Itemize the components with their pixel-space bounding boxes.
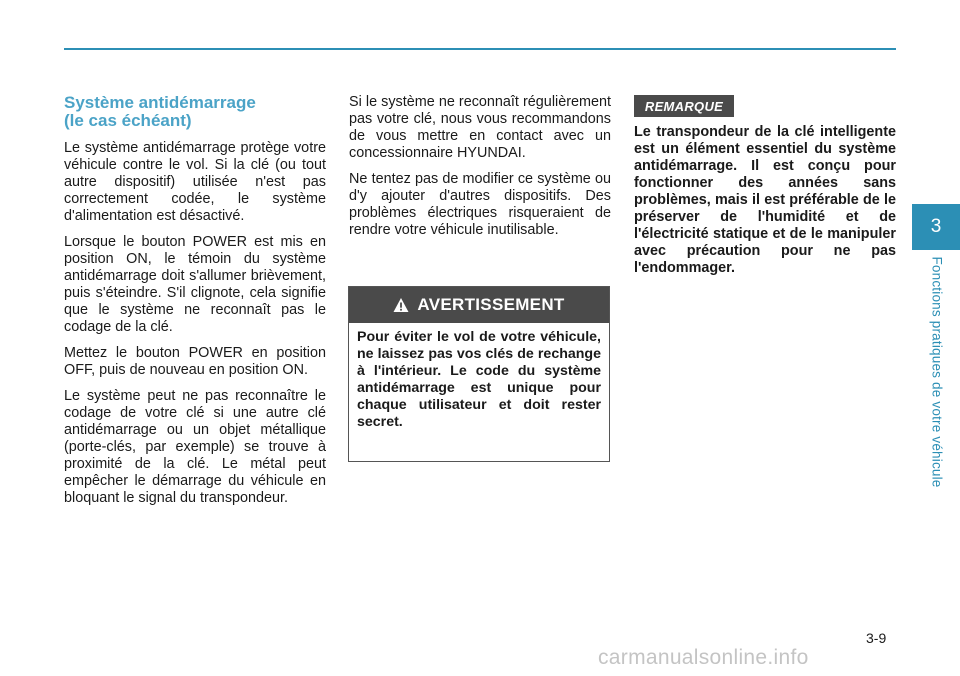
watermark: carmanualsonline.info	[598, 646, 809, 669]
paragraph: Ne tentez pas de modifier ce système ou d'y ajouter d'autres dispositifs. Des problèmes électriques risqueraient de rendre votre véhicule inutilisable.	[349, 171, 611, 238]
page-number: 3-9	[866, 630, 887, 646]
paragraph: Mettez le bouton POWER en position OFF, puis de nouveau en position ON.	[64, 345, 326, 378]
section-title	[64, 94, 326, 130]
warning-title: AVERTISSEMENT	[417, 295, 565, 314]
paragraph: Le système antidémarrage protège votre véhicule contre le vol. Si la clé (ou tout autre dispositif) utilisée n'est pas correctement codée, le système d'alimentation est désactivé.	[64, 140, 326, 224]
note-text: Le transpondeur de la clé intelligente est un élément essentiel du système antidémarrage. Il est conçu pour fonctionner des années sans problèmes, mais il est préférable de le préserver de l'humidité et de l'électricité statique et de le manipuler avec précaution pour ne pas l'endommager.	[634, 124, 896, 276]
section-title-line1: Système antidémarrage	[64, 93, 256, 112]
paragraph: Lorsque le bouton POWER est mis en position ON, le témoin du système antidémarrage doit s'allumer brièvement, puis s'éteindre. S'il clignote, cela signifie que le système ne reconnaît pas le codage de la clé.	[64, 234, 326, 335]
paragraph: Si le système ne reconnaît régulièrement pas votre clé, nous vous recommandons de vous mettre en contact avec un concessionnaire HYUNDAI.	[349, 94, 611, 161]
warning-header	[349, 287, 609, 323]
chapter-tab: 3	[912, 204, 960, 250]
warning-triangle-icon	[393, 297, 409, 313]
paragraph: Le système peut ne pas reconnaître le codage de votre clé si une autre clé antidémarrage ou un objet métallique (porte-clés, par exemple) se trouve à proximité de la clé. Le métal peut empêcher le démarrage du véhicule en bloquant le signal du transpondeur.	[64, 388, 326, 506]
column-1	[64, 94, 326, 516]
section-title-line2: (le cas échéant)	[64, 111, 192, 130]
chapter-side-title: Fonctions pratiques de votre véhicule	[929, 256, 945, 488]
warning-box	[348, 286, 610, 462]
warning-text: Pour éviter le vol de votre véhicule, ne laissez pas vos clés de rechange à l'intérieur. Le code du système antidémarrage est unique pour chaque utilisateur et doit rester secret.	[357, 329, 601, 430]
column-2	[349, 94, 611, 248]
top-rule	[64, 48, 896, 50]
note-badge: REMARQUE	[634, 95, 734, 117]
